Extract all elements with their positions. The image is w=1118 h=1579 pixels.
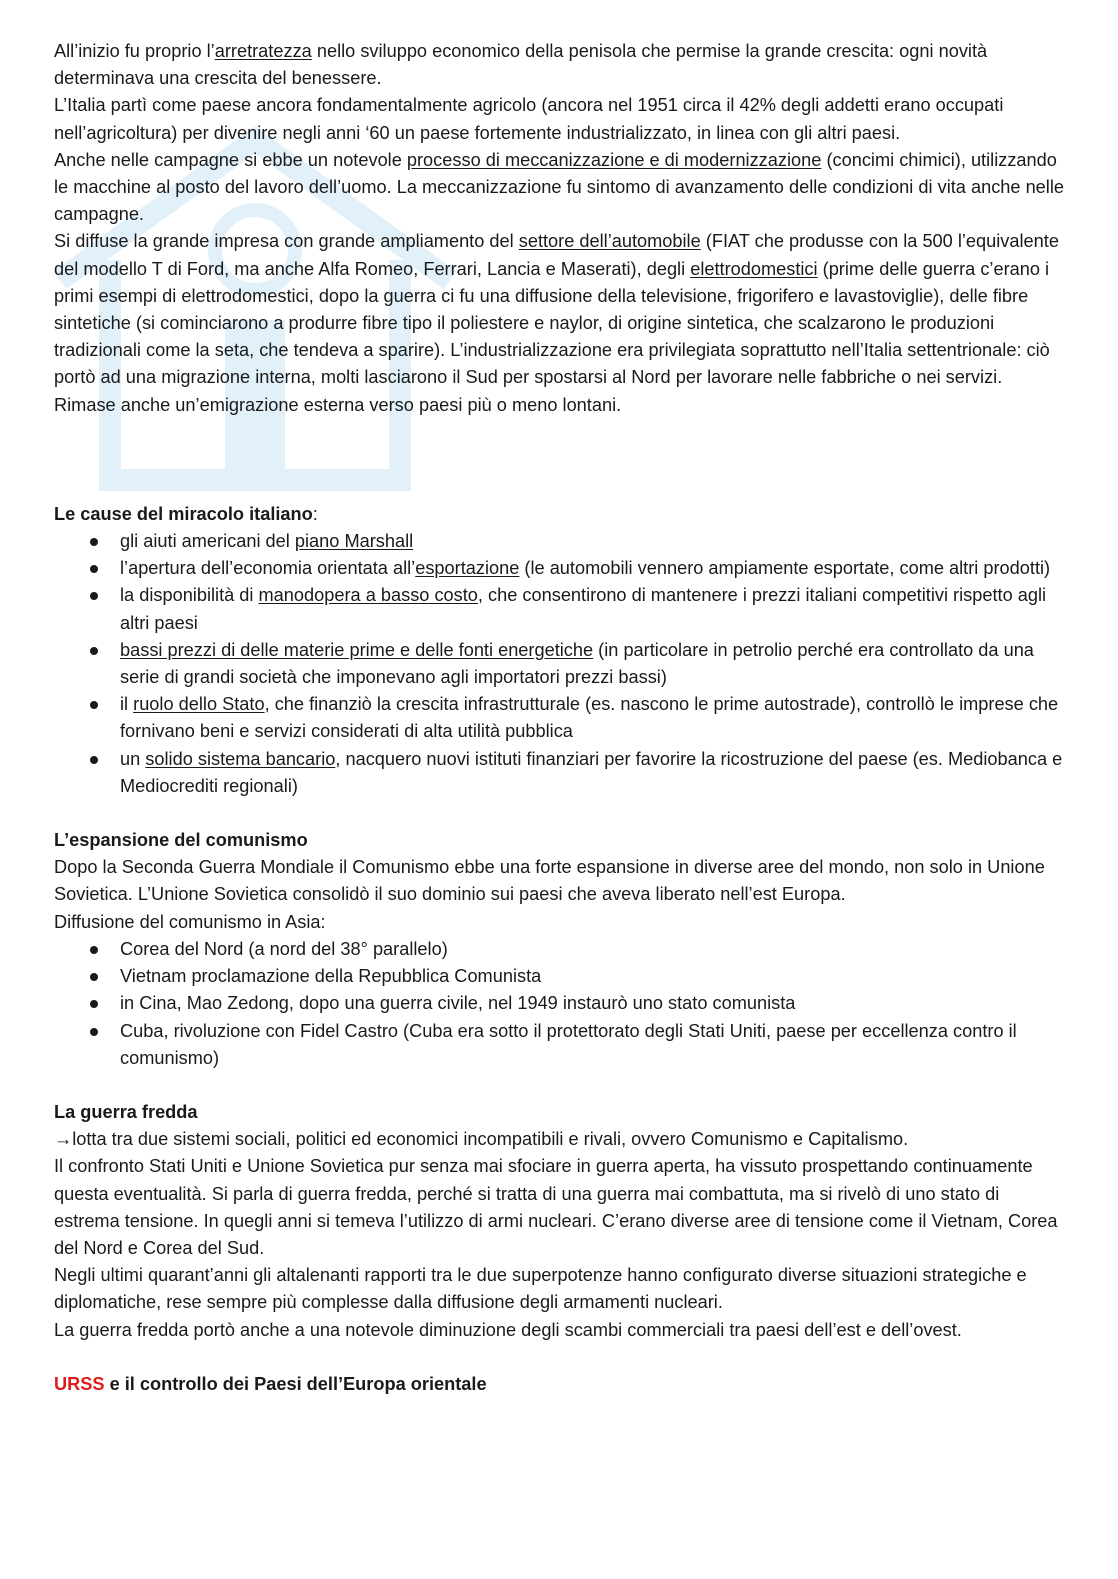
coldwar-paragraph-3: Negli ultimi quarant’anni gli altalenanti rapporti tra le due superpotenze hanno configurato diverse situazioni strategiche e diplomatiche, rese sempre più complesse dalla diffusione degli armamenti nucleari. — [54, 1265, 1027, 1313]
coldwar-paragraph-4: La guerra fredda portò anche a una notevole diminuzione degli scambi commerciali tra paesi dell’est e dell’ovest. — [54, 1319, 962, 1340]
list-item: Cuba, rivoluzione con Fidel Castro (Cuba era sotto il protettorato degli Stati Uniti, paese per eccellenza contro il comunismo) — [120, 1018, 1064, 1072]
intro-paragraph-2: L’Italia partì come paese ancora fondamentalmente agricolo (ancora nel 1951 circa il 42% degli addetti erano occupati nell’agricoltura) per divenire negli anni ‘60 un paese fortemente industrializzato, in linea con gli altri paesi. — [54, 95, 1004, 143]
causes-heading-line: Le cause del miracolo italiano: — [54, 503, 318, 524]
list-item: Corea del Nord (a nord del 38° parallelo) — [120, 936, 1064, 963]
causes-list — [54, 528, 1064, 800]
coldwar-heading: La guerra fredda — [54, 1101, 198, 1122]
intro-paragraph-5: Rimase anche un’emigrazione esterna verso paesi più o meno lontani. — [54, 394, 622, 415]
communism-paragraph-2: Diffusione del comunismo in Asia: — [54, 911, 326, 932]
communism-paragraph-1: Dopo la Seconda Guerra Mondiale il Comunismo ebbe una forte espansione in diverse aree del mondo, non solo in Unione Sovietica. L’Unione Sovietica consolidò il suo dominio sui paesi che aveva liberato nell’est Europa. — [54, 857, 1045, 905]
urss-heading: URSS e il controllo dei Paesi dell’Europa orientale — [54, 1373, 487, 1394]
list-item: l’apertura dell’economia orientata all’esportazione (le automobili vennero ampiamente esportate, come altri prodotti) — [120, 555, 1064, 582]
intro-paragraph-1: All’inizio fu proprio l’arretratezza nello sviluppo economico della penisola che permise la grande crescita: ogni novità determinava una crescita del benessere. — [54, 41, 988, 89]
list-item: il ruolo dello Stato, che finanziò la crescita infrastrutturale (es. nascono le prime autostrade), controllò le imprese che fornivano beni e servizi considerati di alta utilità pubblica — [120, 691, 1064, 745]
list-item: la disponibilità di manodopera a basso costo, che consentirono di mantenere i prezzi italiani competitivi rispetto agli altri paesi — [120, 582, 1064, 636]
list-item: un solido sistema bancario, nacquero nuovi istituti finanziari per favorire la ricostruzione del paese (es. Mediobanca e Mediocrediti regionali) — [120, 746, 1064, 800]
document-page — [54, 38, 1064, 1398]
list-item: Vietnam proclamazione della Repubblica Comunista — [120, 963, 1064, 990]
list-item: in Cina, Mao Zedong, dopo una guerra civile, nel 1949 instaurò uno stato comunista — [120, 990, 1064, 1017]
coldwar-paragraph-1: →lotta tra due sistemi sociali, politici ed economici incompatibili e rivali, ovvero Comunismo e Capitalismo. — [54, 1129, 909, 1150]
communism-heading: L’espansione del comunismo — [54, 830, 308, 851]
list-item: bassi prezzi di delle materie prime e delle fonti energetiche (in particolare in petrolio perché era controllato da una serie di grandi società che imponevano agli importatori prezzi bassi) — [120, 637, 1064, 691]
intro-paragraph-3: Anche nelle campagne si ebbe un notevole processo di meccanizzazione e di modernizzazione (concimi chimici), utilizzando le macchine al posto del lavoro dell’uomo. La meccanizzazione fu sintomo di avanzamento delle condizioni di vita anche nelle campagne. — [54, 149, 1064, 225]
urss-label: URSS — [54, 1373, 105, 1394]
list-item: gli aiuti americani del piano Marshall — [120, 528, 1064, 555]
coldwar-paragraph-2: Il confronto Stati Uniti e Unione Sovietica pur senza mai sfociare in guerra aperta, ha vissuto prospettando continuamente questa eventualità. Si parla di guerra fredda, perché si tratta di una guerra mai combattuta, ma si rivelò di uno stato di estrema tensione. In quegli anni si temeva l’utilizzo di armi nucleari. C’erano diverse aree di tensione come il Vietnam, Corea del Nord e Corea del Sud. — [54, 1156, 1058, 1258]
communism-list — [54, 936, 1064, 1072]
causes-heading: Le cause del miracolo italiano — [54, 503, 313, 524]
intro-paragraph-4: Si diffuse la grande impresa con grande ampliamento del settore dell’automobile (FIAT che produsse con la 500 l’equivalente del modello T di Ford, ma anche Alfa Romeo, Ferrari, Lancia e Maserati), degli elettrodomestici (prime delle guerra c’erano i primi esempi di elettrodomestici, dopo la guerra ci fu una diffusione della televisione, frigorifero e lavastoviglie), delle fibre sintetiche (si cominciarono a produrre fibre tipo il poliestere e naylor, di origine sintetica, che scalzarono le produzioni tradizionali come la seta, che tendeva a sparire). L’industrializzazione era privilegiata soprattutto nell’Italia settentrionale: ciò portò ad una migrazione interna, molti lasciarono il Sud per spostarsi al Nord per lavorare nelle fabbriche o nei servizi. — [54, 231, 1059, 388]
